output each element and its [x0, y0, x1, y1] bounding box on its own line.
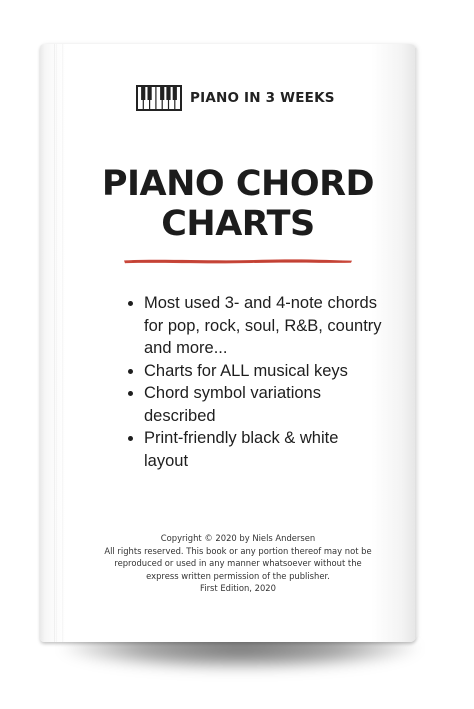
copyright-notice [80, 532, 396, 595]
piano-keys-icon [136, 85, 182, 111]
rights-line: reproduced or used in any manner whatsoever without the [114, 558, 362, 569]
page-edge [415, 48, 418, 638]
feature-item: • Most used 3- and 4-note chords for pop, rock, soul, R&B, country and more... [144, 292, 384, 360]
copyright-line: Copyright © 2020 by Niels Andersen [160, 533, 316, 543]
rights-line: express written permission of the publisher. [146, 570, 330, 581]
feature-item: • Charts for ALL musical keys [144, 360, 384, 383]
spine-crease [54, 44, 57, 642]
title-line-2: CHARTS [161, 204, 315, 244]
brand-name: PIANO IN 3 WEEKS [190, 90, 335, 106]
rights-line: All rights reserved. This book or any portion thereof may not be [104, 545, 372, 556]
spine-crease-secondary [62, 44, 64, 642]
edition-line: First Edition, 2020 [200, 583, 276, 594]
book-title [40, 164, 436, 244]
feature-item: • Print-friendly black & white layout [144, 427, 384, 472]
brush-underline [122, 256, 354, 266]
brand-logo [136, 85, 335, 111]
feature-list [124, 292, 384, 472]
title-line-1: PIANO CHORD [101, 164, 375, 204]
feature-item: • Chord symbol variations described [144, 382, 384, 427]
book-cover [40, 44, 416, 642]
